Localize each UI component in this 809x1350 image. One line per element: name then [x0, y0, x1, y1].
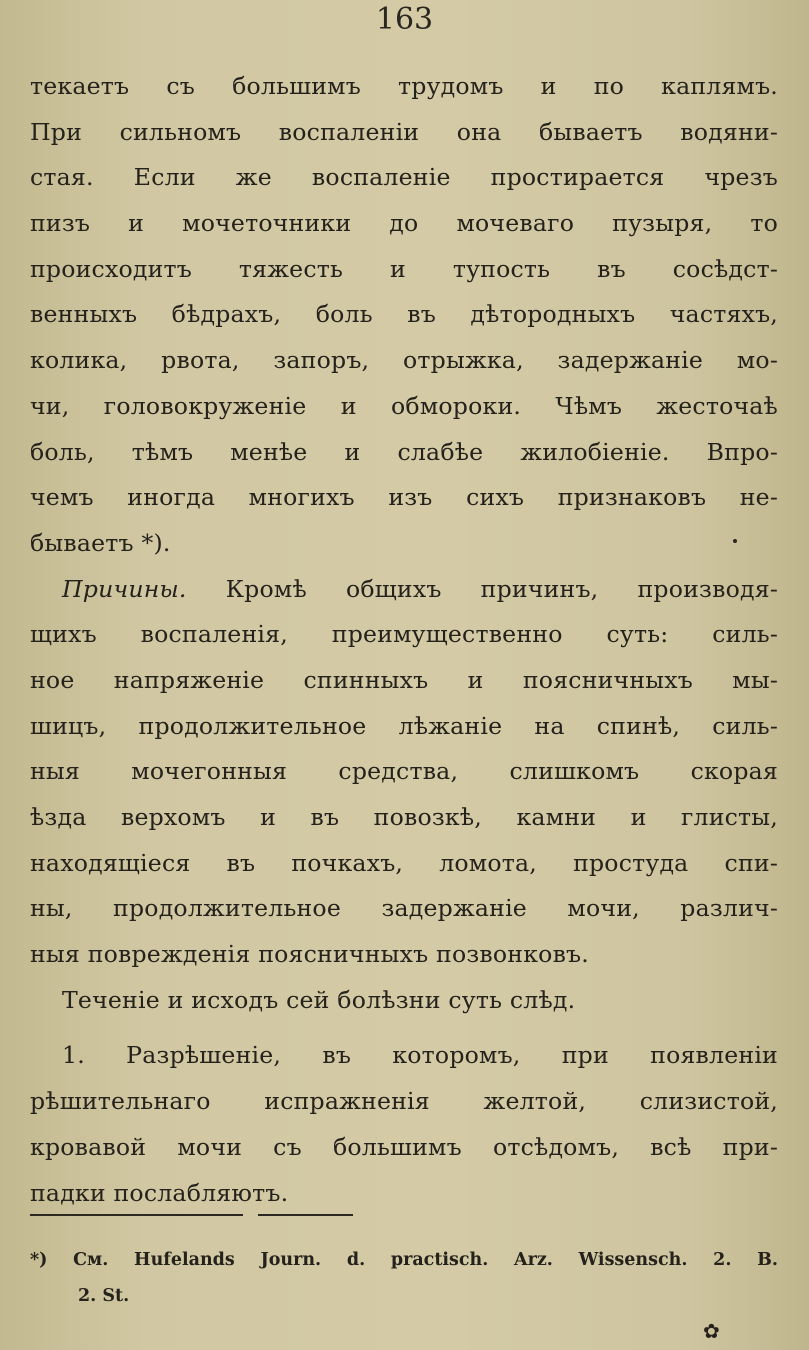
text-line: падки послабляютъ. [30, 1178, 289, 1207]
causes-first-line-text: Кромѣ общихъ причинъ, производя- [186, 574, 778, 603]
text-line: При сильномъ воспаленіи она бываетъ водяни- [30, 117, 778, 146]
course-heading-line: Теченіе и исходъ сей болѣзни суть слѣд. [62, 985, 576, 1014]
text-line: текаетъ съ большимъ трудомъ и по каплямъ. [30, 72, 778, 100]
text-line: шицъ, продолжительное лѣжаніе на спинѣ, силь- [30, 711, 778, 740]
text-line: бываетъ *). [30, 528, 171, 557]
footnote [30, 1242, 778, 1314]
footnote-rule [30, 1214, 243, 1216]
flower-ornament-icon: ✿ [703, 1319, 720, 1343]
text-line: ѣзда верхомъ и въ повозкѣ, камни и глисты, [30, 803, 778, 831]
footnote-line: *) См. Hufelands Journ. d. practisch. Arz. Wissensch. 2. B. [30, 1250, 778, 1270]
text-line: ныя поврежденія поясничныхъ позвонковъ. [30, 940, 589, 969]
text-line: боль, тѣмъ менѣе и слабѣе жилобіеніе. Впро- [30, 437, 778, 466]
footnote-rule-short [258, 1214, 353, 1216]
text-line: происходитъ тяжесть и тупость въ сосѣдст- [30, 254, 778, 283]
body-text [30, 64, 778, 1216]
text-line: пизъ и мочеточники до мочеваго пузыря, то [30, 209, 778, 238]
text-line: колика, рвота, запоръ, отрыжка, задержаніе мо- [30, 346, 778, 375]
text-line: чемъ иногда многихъ изъ сихъ признаковъ не- [30, 483, 778, 512]
text-line: рѣшительнаго испражненія желтой, слизистой, [30, 1087, 778, 1116]
text-line: чи, головокруженіе и обмороки. Чѣмъ жесточаѣ [30, 391, 778, 420]
text-line: щихъ воспаленія, преимущественно суть: силь- [30, 620, 778, 649]
causes-heading: Причины. [62, 574, 187, 603]
causes-first-line [30, 567, 778, 613]
text-line: венныхъ бѣдрахъ, боль въ дѣтородныхъ частяхъ, [30, 300, 778, 329]
text-line: находящіеся въ почкахъ, ломота, простуда спи- [30, 848, 778, 877]
text-line: ныя мочегонныя средства, слишкомъ скорая [30, 757, 778, 786]
footnote-line: 2. St. [78, 1286, 130, 1306]
page-number: 163 [375, 2, 434, 37]
text-line: ное напряженіе спинныхъ и поясничныхъ мы- [30, 665, 778, 694]
text-line: кровавой мочи съ большимъ отсѣдомъ, всѣ при- [30, 1132, 778, 1161]
text-line: ны, продолжительное задержаніе мочи, различ- [30, 894, 778, 923]
text-line: стая. Если же воспаленіе простирается чрезъ [30, 163, 778, 192]
ink-speck [733, 539, 737, 543]
text-line: 1. Разрѣшеніе, въ которомъ, при появленіи [62, 1041, 778, 1070]
